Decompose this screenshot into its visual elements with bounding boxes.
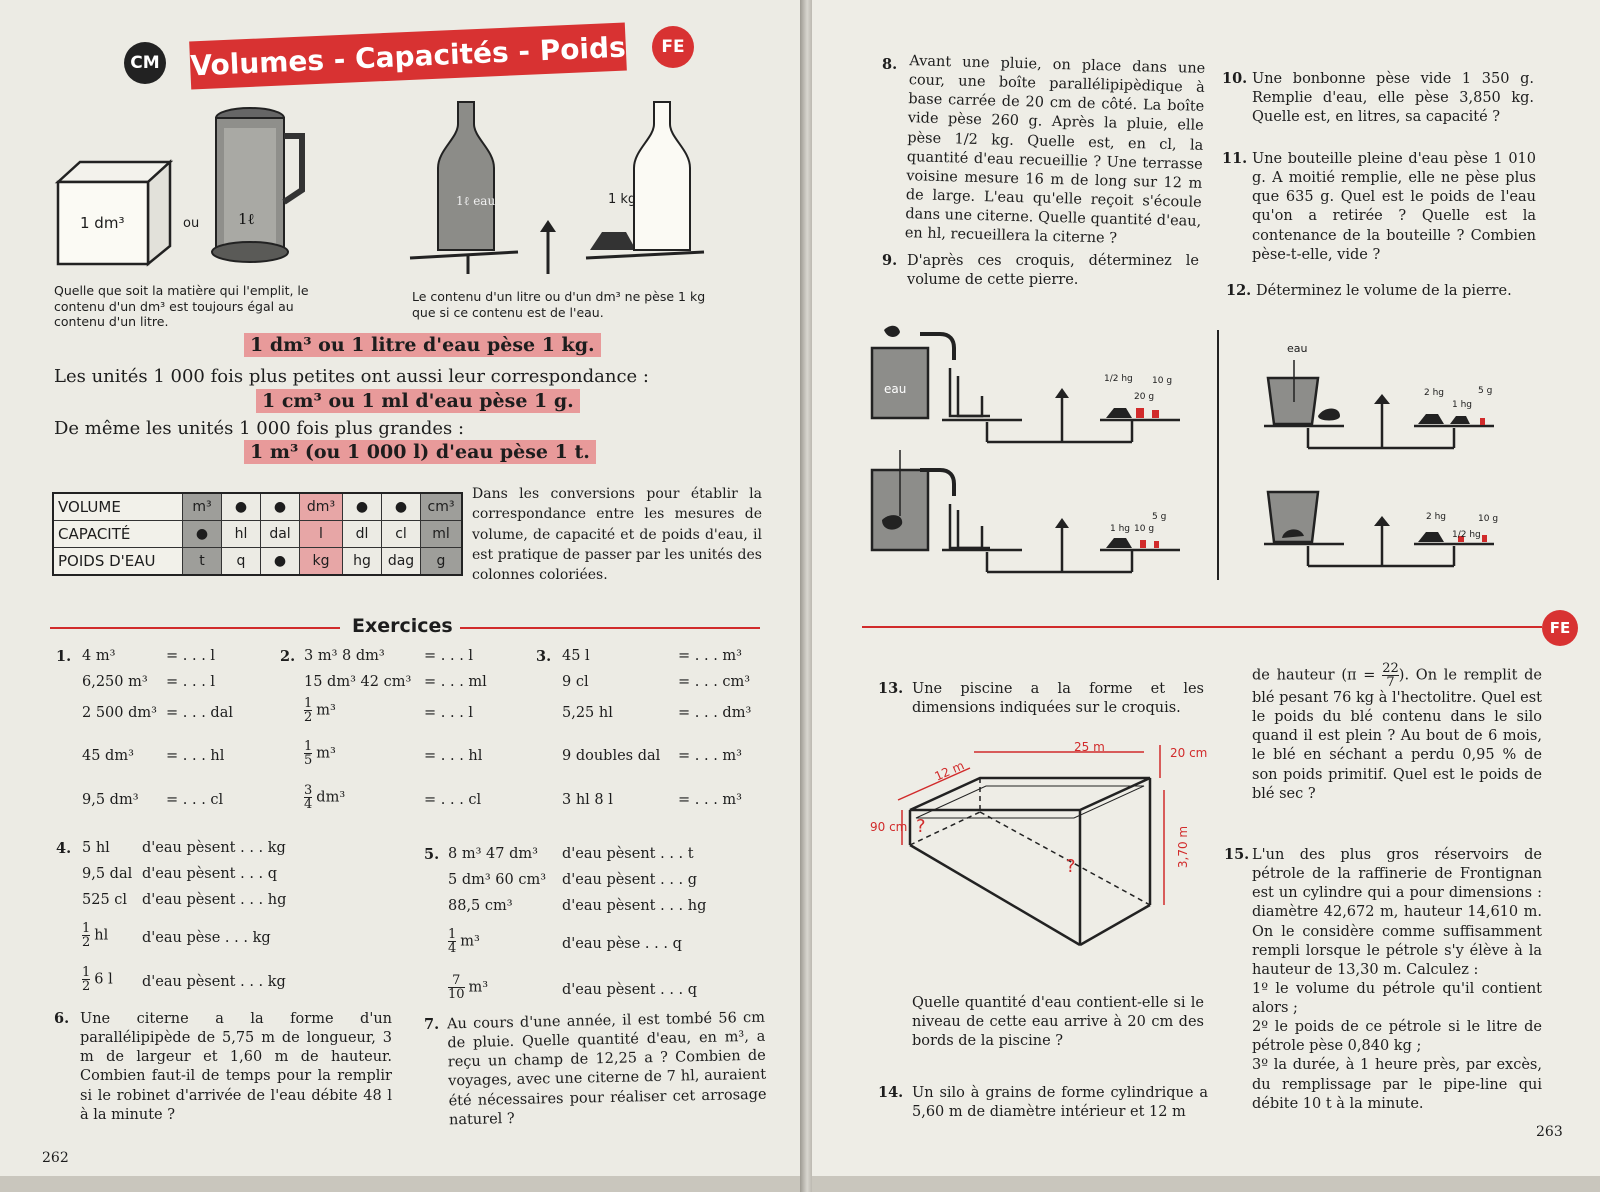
exercise-line [82, 792, 139, 808]
text-bigger-units: De même les unités 1 000 fois plus grandes : [54, 418, 465, 439]
exercise-line [448, 974, 488, 1001]
exercise-line [82, 922, 108, 949]
exercise-line [304, 740, 336, 767]
table-cell: ● [183, 521, 222, 548]
exercise-quantity: 4 m³ [82, 648, 116, 664]
fraction-denominator: 2 [82, 935, 91, 950]
book-gutter [800, 0, 812, 1192]
rule-m3-text: 1 m³ (ou 1 000 l) d'eau pèse 1 t. [244, 440, 596, 464]
caption-right: Le contenu d'un litre ou d'un dm³ ne pèse 1 kg que si ce contenu est de l'eau. [412, 289, 706, 320]
table-cell: cm³ [421, 493, 463, 521]
exercise-answer-blank: = . . . cl [424, 792, 482, 808]
fraction [448, 928, 456, 955]
exercise-12-number: 12. [1226, 282, 1252, 299]
text-smaller-units: Les unités 1 000 fois plus petites ont aussi leur correspondance : [54, 366, 649, 387]
exercise-11-number: 11. [1222, 150, 1248, 167]
table-cell: CAPACITÉ [53, 521, 183, 548]
exercise-14-cont-2: ). On le remplit de blé pesant 76 kg à l'hectolitre. Quel est le poids du blé contenu dans le silo quand il est plein ? Au bout de 6 mois, le blé en séchant a perdu 0,95 % de son poids primitif. Quel est le poids de blé sec ? [1252, 667, 1543, 802]
exercise-quantity: 2 500 dm³ [82, 705, 157, 721]
table-cell: dl [343, 521, 382, 548]
exercise-answer-blank: d'eau pèsent . . . hg [142, 892, 287, 908]
right-page [812, 0, 1600, 1176]
exercise-line [448, 872, 546, 888]
exercise-line [304, 697, 336, 724]
exercise-15-item: 3º la durée, à 1 heure près, par excès, du remplissage par le pipe-line qui débite 10 t à la minute. [1252, 1057, 1542, 1112]
exercise-answer-blank: = . . . l [424, 705, 474, 721]
fraction-numerator: 7 [452, 973, 461, 988]
exercise-quantity: 8 m³ 47 dm³ [448, 846, 538, 862]
pool-dim-width: 12 m [932, 758, 967, 784]
jug-label: 1ℓ [238, 210, 255, 228]
exercise-answer-blank: = . . . cl [166, 792, 224, 808]
table-cell: hg [343, 548, 382, 576]
exercise-10-number: 10. [1222, 70, 1248, 87]
exercise-quantity: 45 l [562, 648, 590, 664]
table-cell: dal [261, 521, 300, 548]
fig9-eau-label: eau [884, 382, 907, 396]
fig12-eau-label: eau [1287, 342, 1308, 355]
exercise-15-item: 2º le poids de ce pétrole si le litre de pétrole pèse 0,840 kg ; [1252, 1019, 1542, 1055]
table-cell: hl [222, 521, 261, 548]
exercise-answer-blank: = . . . m³ [678, 792, 742, 808]
fraction-denominator: 2 [82, 979, 91, 994]
exercise-quantity: 5 dm³ 60 cm³ [448, 872, 547, 888]
table-cell: kg [300, 548, 343, 576]
exercise-answer-blank: = . . . m³ [678, 648, 742, 664]
exercise-line [448, 898, 513, 914]
figure-divider [1217, 330, 1219, 580]
exercise-answer-blank: d'eau pèsent . . . kg [142, 840, 286, 856]
exercise-answer-blank: = . . . m³ [678, 748, 742, 764]
left-page [0, 0, 800, 1176]
exercise-13-question: Quelle quantité d'eau contient-elle si le niveau de cette eau arrive à 20 cm des bords de la piscine ? [912, 995, 1204, 1050]
exercise-2-number: 2. [280, 648, 296, 665]
table-cell: q [222, 548, 261, 576]
exercise-answer-blank: = . . . l [424, 648, 474, 664]
exercise-answer-blank: = . . . l [166, 648, 216, 664]
exercices-heading: Exercices [352, 615, 453, 637]
pi-denominator: 7 [1382, 675, 1399, 689]
table-cell: ● [222, 493, 261, 521]
table-cell: ● [261, 493, 300, 521]
pool-unknown-1: ? [916, 816, 926, 837]
exercise-answer-blank: = . . . hl [166, 748, 225, 764]
exercise-line [562, 648, 590, 664]
fig9-bottom-weight-2: 10 g [1134, 524, 1155, 534]
exercise-answer-blank: = . . . l [166, 674, 216, 690]
exercise-quantity: 5,25 hl [562, 705, 613, 721]
exercise-9-text: D'après ces croquis, déterminez le volume de cette pierre. [907, 253, 1199, 289]
balance-illustration [408, 96, 718, 278]
table-cell: dm³ [300, 493, 343, 521]
jug-illustration [210, 106, 310, 268]
exercise-quantity: m³ [316, 745, 336, 762]
fig9-top-weight-1: 1/2 hg [1104, 374, 1133, 384]
exercise-line [82, 866, 132, 882]
fraction [82, 966, 90, 993]
exercise-answer-blank: d'eau pèsent . . . t [562, 846, 694, 862]
table-cell: ● [261, 548, 300, 576]
fig9-top-weight-3: 20 g [1134, 392, 1155, 402]
rule-dm3-text: 1 dm³ ou 1 litre d'eau pèse 1 kg. [244, 333, 601, 357]
exercise-14-number: 14. [878, 1084, 904, 1101]
exercise-answer-blank: d'eau pèse . . . q [562, 936, 682, 952]
pool-dim-rim: 20 cm [1170, 746, 1208, 760]
exercise-quantity: m³ [460, 933, 480, 950]
conversion-table [52, 492, 463, 576]
exercise-quantity: 45 dm³ [82, 748, 134, 764]
exercise-line [304, 674, 411, 690]
exercise-line [304, 784, 345, 811]
exercise-answer-blank: = . . . ml [424, 674, 487, 690]
pool-unknown-2: ? [1066, 856, 1076, 877]
exercise-quantity: 3 hl 8 l [562, 792, 613, 808]
exercise-quantity: 9 cl [562, 674, 589, 690]
exercise-15-text [1252, 846, 1542, 1114]
exercise-6-number: 6. [54, 1010, 70, 1027]
exercise-line [82, 674, 148, 690]
fraction-numerator: 1 [304, 739, 313, 754]
exercise-quantity: hl [94, 927, 109, 944]
pi-fraction [1382, 662, 1399, 689]
table-note: Dans les conversions pour établir la correspondance entre les mesures de volume, de capacité et de poids d'eau, il est pratique de passer par les unités des colonnes coloriées. [472, 486, 762, 584]
exercise-answer-blank: d'eau pèsent . . . q [142, 866, 278, 882]
exercise-line [82, 840, 110, 856]
exercise-4-number: 4. [56, 840, 72, 857]
exercise-answer-blank: = . . . dm³ [678, 705, 752, 721]
exercise-line [562, 674, 589, 690]
bottle-label: 1ℓ eau [456, 194, 496, 208]
exercise-14-continued [1252, 662, 1542, 804]
exercise-quantity: 3 m³ 8 dm³ [304, 648, 385, 664]
rule-cm3 [256, 390, 580, 412]
rule-dm3 [244, 334, 601, 356]
exercise-quantity: m³ [468, 979, 489, 996]
page-title [189, 23, 627, 90]
exercise-line [82, 966, 113, 993]
rule-m3 [244, 441, 596, 463]
pool-diagram [872, 740, 1212, 950]
fig12-bottom-weight-1: 2 hg [1426, 512, 1447, 522]
stone-figure-12 [1264, 352, 1504, 582]
fig12-bottom-weight-2: 1/2 hg [1452, 530, 1481, 540]
table-row [53, 493, 462, 521]
exercise-7-number: 7. [424, 1016, 440, 1033]
table-cell: m³ [183, 493, 222, 521]
exercices-rule-left [50, 627, 340, 629]
exercise-line [82, 648, 115, 664]
table-cell: dag [382, 548, 421, 576]
fraction [82, 922, 90, 949]
exercise-line [82, 892, 127, 908]
exercise-14-cont-1: de hauteur (π = [1252, 667, 1376, 684]
page-number-left: 262 [42, 1150, 69, 1166]
fig12-top-weight-2: 1 hg [1452, 400, 1473, 410]
exercise-quantity: dm³ [316, 789, 346, 806]
exercise-answer-blank: = . . . cm³ [678, 674, 751, 690]
cm-badge [124, 42, 166, 84]
fe-badge [652, 26, 694, 68]
fig12-top-weight-1: 2 hg [1424, 388, 1445, 398]
fig12-top-weight-3: 5 g [1478, 386, 1493, 396]
fraction-numerator: 1 [82, 921, 91, 936]
exercise-line [304, 648, 385, 664]
fig9-top-weight-2: 10 g [1152, 376, 1173, 386]
pi-numerator: 22 [1382, 661, 1399, 676]
ou-label: ou [183, 216, 200, 231]
table-row [53, 548, 462, 576]
exercise-line [562, 705, 613, 721]
fraction [304, 697, 312, 724]
exercise-15-number: 15. [1224, 846, 1250, 863]
fig9-bottom-weight-1: 1 hg [1110, 524, 1131, 534]
fraction-denominator: 5 [304, 753, 313, 768]
fraction-numerator: 1 [448, 927, 457, 942]
fig9-bottom-weight-3: 5 g [1152, 512, 1167, 522]
exercise-8-text: Avant une pluie, on place dans une cour, une boîte parallélipipèdique à base carrée de 20 cm de côté. La boîte vide pèse 260 g. Après la pluie, elle pèse 1/2 kg. Quelle est, en cl, la quantité d'eau recueillie ? Une terrasse voisine mesure 16 m de long sur 12 m de large. L'eau qu'elle reçoit s'écoule dans une citerne. Quelle quantité d'eau, en hl, recueillera la citerne ? [904, 53, 1206, 247]
exercise-line [82, 705, 157, 721]
exercices-rule-right [460, 627, 760, 629]
exercise-13-number: 13. [878, 680, 904, 697]
exercise-14-text: Un silo à grains de forme cylindrique a 5,60 m de diamètre intérieur et 12 m [912, 1085, 1208, 1121]
pool-dim-length: 25 m [1074, 740, 1105, 754]
exercise-answer-blank: d'eau pèse . . . kg [142, 930, 271, 946]
exercise-line [448, 928, 480, 955]
exercise-12-text: Déterminez le volume de la pierre. [1256, 283, 1512, 299]
exercise-line [562, 748, 660, 764]
exercise-7-text: Au cours d'une année, il est tombé 56 cm de pluie. Quelle quantité d'eau, en m³, a reçu un champ de 12,25 a ? Combien de voyages, avec une citerne de 7 hl, auraient été nécessaires pour réaliser cet arrosage naturel ? [446, 1009, 767, 1128]
exercise-quantity: 9,5 dm³ [82, 792, 139, 808]
fe-badge-right-label: FE [1549, 619, 1571, 637]
table-cell: ● [382, 493, 421, 521]
exercise-quantity: 6 l [94, 971, 113, 988]
exercise-quantity: 88,5 cm³ [448, 898, 513, 914]
page-number-right: 263 [1536, 1124, 1563, 1140]
table-cell: l [300, 521, 343, 548]
exercise-6-text: Une citerne a la forme d'un parallélipipède de 5,75 m de longueur, 3 m de largeur et 1,60 m de hauteur. Combien faut-il de temps pour la remplir si le robinet d'arrivée de l'eau débite 48 l à la minute ? [80, 1011, 392, 1123]
exercise-3-number: 3. [536, 648, 552, 665]
fe-badge-right [1542, 610, 1578, 646]
fraction-denominator: 2 [304, 710, 313, 725]
exercise-quantity: 15 dm³ 42 cm³ [304, 674, 412, 690]
exercise-answer-blank: d'eau pèsent . . . g [562, 872, 698, 888]
fraction-numerator: 1 [304, 696, 313, 711]
exercise-9-number: 9. [882, 252, 898, 269]
table-row [53, 521, 462, 548]
pool-dim-shallow: 90 cm [870, 820, 908, 834]
weight-label: 1 kg [608, 192, 637, 207]
fraction-numerator: 1 [82, 965, 91, 980]
section-rule [862, 626, 1542, 628]
table-cell: cl [382, 521, 421, 548]
table-cell: POIDS D'EAU [53, 548, 183, 576]
fraction-denominator: 4 [448, 941, 457, 956]
exercise-answer-blank: = . . . dal [166, 705, 233, 721]
pool-dim-deep: 3,70 m [1176, 825, 1191, 869]
fraction-numerator: 3 [304, 783, 313, 798]
exercise-answer-blank: d'eau pèsent . . . hg [562, 898, 707, 914]
exercise-line [82, 748, 134, 764]
cube-label: 1 dm³ [80, 214, 125, 232]
exercise-line [562, 792, 613, 808]
table-cell: ● [343, 493, 382, 521]
exercise-13-text: Une piscine a la forme et les dimensions indiquées sur le croquis. [912, 681, 1204, 717]
fraction-denominator: 4 [304, 797, 313, 812]
caption-left: Quelle que soit la matière qui l'emplit, le contenu d'un dm³ est toujours égal au contenu d'un litre. [54, 283, 309, 330]
table-cell: VOLUME [53, 493, 183, 521]
exercise-answer-blank: d'eau pèsent . . . q [562, 982, 698, 998]
stone-figure-9 [862, 320, 1192, 590]
fraction [304, 740, 312, 767]
rule-cm3-text: 1 cm³ ou 1 ml d'eau pèse 1 g. [256, 389, 580, 413]
cm-badge-label: CM [130, 53, 160, 73]
exercise-1-number: 1. [56, 648, 72, 665]
page-title-text: Volumes - Capacités - Poids [189, 30, 627, 82]
exercise-11-text: Une bouteille pleine d'eau pèse 1 010 g. A moitié remplie, elle ne pèse plus que 635 g. Quel est le poids de l'eau qu'on a retirée ? Quelle est la contenance de la bouteille ? Combien pèse-t-elle, vide ? [1252, 151, 1536, 263]
exercise-8-number: 8. [882, 56, 898, 73]
exercise-quantity: m³ [316, 702, 336, 719]
exercise-quantity: 9 doubles dal [562, 748, 661, 764]
fraction [448, 974, 465, 1001]
fraction [304, 784, 312, 811]
fraction-denominator: 10 [448, 987, 465, 1002]
exercise-quantity: 525 cl [82, 892, 128, 908]
exercise-line [448, 846, 538, 862]
exercise-5-number: 5. [424, 846, 440, 863]
table-cell: t [183, 548, 222, 576]
exercise-quantity: 9,5 dal [82, 866, 133, 882]
fe-badge-label: FE [661, 37, 685, 57]
exercise-quantity: 5 hl [82, 840, 110, 856]
exercise-answer-blank: = . . . hl [424, 748, 483, 764]
exercise-10-text: Une bonbonne pèse vide 1 350 g. Remplie d'eau, elle pèse 3,850 kg. Quelle est, en litres, sa capacité ? [1252, 71, 1534, 126]
exercise-quantity: 6,250 m³ [82, 674, 148, 690]
table-cell: ml [421, 521, 463, 548]
table-cell: g [421, 548, 463, 576]
exercise-15-body: L'un des plus gros réservoirs de pétrole de la raffinerie de Frontignan est un cylindre qui a pour dimensions : diamètre 42,672 m, hauteur 14,610 m. On le considère comme suffisamment rempli lorsque le pétrole s'y élève à la hauteur de 13,30 m. Calculez : [1252, 847, 1542, 978]
exercise-answer-blank: d'eau pèsent . . . kg [142, 974, 286, 990]
fig12-bottom-weight-3: 10 g [1478, 514, 1499, 524]
exercise-15-item: 1º le volume du pétrole qu'il contient alors ; [1252, 980, 1542, 1016]
